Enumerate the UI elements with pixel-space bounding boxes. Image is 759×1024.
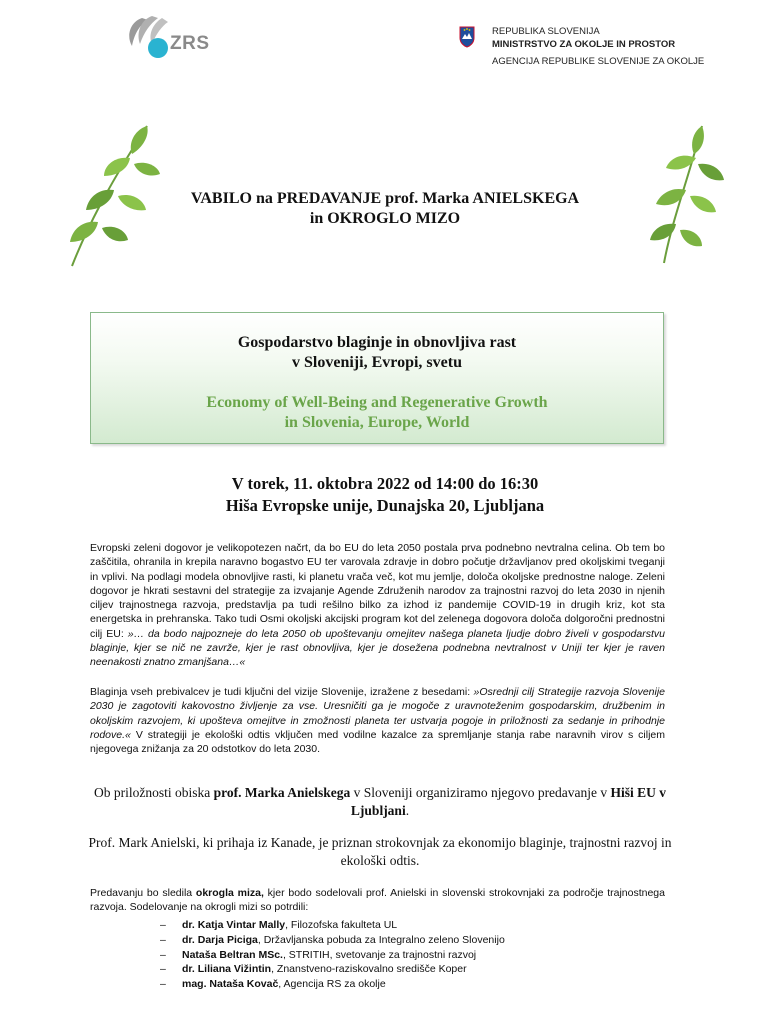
participant-name: Nataša Beltran MSc. <box>182 948 283 961</box>
list-dash: – <box>160 919 166 931</box>
participants-list <box>160 918 505 992</box>
participant-affiliation: , Znanstveno-raziskovalno središče Koper <box>271 963 467 976</box>
participant-affiliation: , Državljanska pobuda za Integralno zeleno Slovenijo <box>257 933 505 946</box>
event-date: V torek, 11. oktobra 2022 od 14:00 do 16:30 <box>231 474 539 493</box>
round-table-label: okrogla miza, <box>195 887 264 899</box>
slovenia-coat-of-arms-icon <box>459 26 475 48</box>
list-dash: – <box>160 978 166 991</box>
participant-name: dr. Liliana Vižintin <box>182 963 272 976</box>
invitation-title-line-1: VABILO na PREDAVANJE prof. Marka ANIELSKEGA <box>190 190 580 207</box>
intro-paragraph <box>90 541 665 670</box>
occasion-text-end: . <box>405 803 410 818</box>
round-table-paragraph <box>90 886 665 915</box>
ministry-line-2: MINISTRSTVO ZA OKOLJE IN PROSTOR <box>492 39 676 50</box>
zrs-logo-text: ZRS <box>170 33 210 54</box>
lecture-title-en-line-1: Economy of Well-Being and Regenerative Growth <box>206 394 548 411</box>
speaker-bio: Prof. Mark Anielski, ki prihaja iz Kanade, je priznan strokovnjak za ekonomijo blaginje, trajnostni razvoj in ekološki odtis. <box>88 835 672 868</box>
vision-quote: »Osrednji cilj Strategije razvoja Slovenije 2030 je zagotoviti kakovostno življenje za vse. Uresničiti ga je mogoče z uravnoteženim gospodarskim, družbenim in okoljskim razvojem, ki upošteva omejitve in zmožnosti planeta ter ustvarja pogoje in priložnosti za sedanje in prihodnje rodove.« <box>90 686 665 741</box>
ministry-line-1: REPUBLIKA SLOVENIJA <box>492 26 600 37</box>
round-table-text-2: kjer bodo sodelovali prof. Anielski in slovenski strokovnjaki za področje trajnostnega razvoja. Sodelovanje na okrogli mizi so potrdili: <box>90 887 665 914</box>
list-dash: – <box>160 948 166 961</box>
round-table-text-1: Predavanju bo sledila <box>90 887 196 899</box>
occasion-paragraph <box>80 784 680 820</box>
list-item <box>160 977 505 992</box>
lecture-title-sl-line-2: v Sloveniji, Evropi, svetu <box>292 354 462 371</box>
participant-name: dr. Katja Vintar Mally <box>182 919 286 931</box>
speaker-name: prof. Marka Anielskega <box>213 785 351 800</box>
lecture-title-en-line-2: in Slovenia, Europe, World <box>284 414 470 431</box>
lecture-title-box <box>90 312 664 444</box>
invitation-title <box>90 189 680 229</box>
vision-paragraph <box>90 685 665 756</box>
lecture-title-slovenian <box>91 333 663 373</box>
agency-line: AGENCIJA REPUBLIKE SLOVENIJE ZA OKOLJE <box>492 56 705 67</box>
participant-name: mag. Nataša Kovač <box>182 978 279 991</box>
list-item <box>160 918 505 933</box>
invitation-title-line-2: in OKROGLO MIZO <box>309 210 461 227</box>
ministry-header <box>492 25 704 68</box>
occasion-text-1: Ob priložnosti obiska <box>93 785 214 800</box>
list-item <box>160 962 505 977</box>
list-item <box>160 948 505 963</box>
participant-affiliation: , STRITIH, svetovanje za trajnostni razvoj <box>282 948 477 961</box>
event-info <box>90 473 680 517</box>
vision-tail: V strategiji je ekološki odtis vključen med vodilne kazalce za spremljanje stanja rabe naravnih virov s ciljem njegovega znižanja za 20 odstotkov do leta 2030. <box>90 728 665 756</box>
list-dash: – <box>160 963 166 976</box>
event-venue: Hiša Evropske unije, Dunajska 20, Ljubljana <box>225 496 545 515</box>
vision-text: Blaginja vseh prebivalcev je tudi ključni del vizije Slovenije, izražene z besedami: <box>90 686 474 698</box>
occasion-text-2: v Sloveniji organiziramo njegovo predavanje v <box>350 785 611 800</box>
participant-name: dr. Darja Piciga <box>182 933 258 946</box>
venue-name: Hiši EU v Ljubljani <box>350 785 667 818</box>
list-dash: – <box>160 933 166 946</box>
lecture-title-english <box>91 393 663 433</box>
participant-affiliation: , Agencija RS za okolje <box>278 978 386 991</box>
intro-text: Evropski zeleni dogovor je velikopotezen načrt, da bo EU do leta 2050 postala prva podnebno nevtralna celina. Ob tem bo zaščitila, ohranila in krepila naravno bogastvo EU ter varovala zdravje in dobro počutje državljanov pred okoljskimi tveganji in vplivi. Na podlagi modela obnovljive rasti, ki planetu vrača več, kot mu jemlje, določa okoljske prednostne naloge. Zeleni dogovor je hkrati sestavni del strategije za izvajanje Agende Združenih narodov za trajnostni razvoj do leta 2030 in njenih ciljev trajnostnega razvoja, predstavlja pa tudi rešilno bilko za izhod iz pandemije COVID-19 in drugih kriz, kot sta energetska in prehranska. Tako tudi Osmi okoljski akcijski program kot del zelenega dogovora določa dolgoročni prednostni cilj EU: <box>90 542 665 640</box>
participant-affiliation: , Filozofska fakulteta UL <box>285 919 398 931</box>
intro-quote: »… da bodo najpozneje do leta 2050 ob upoštevanju omejitev našega planeta ljudje dobro živeli v gospodarstvu blaginje, kjer se nič ne zavrže, kjer je rast obnovljiva, kjer je dosežena podnebna nevtralnost v Uniji ter kjer je raven neenakosti znatno zmanjšana…« <box>90 627 665 669</box>
lecture-title-sl-line-1: Gospodarstvo blaginje in obnovljiva rast <box>237 334 517 351</box>
list-item <box>160 933 505 948</box>
